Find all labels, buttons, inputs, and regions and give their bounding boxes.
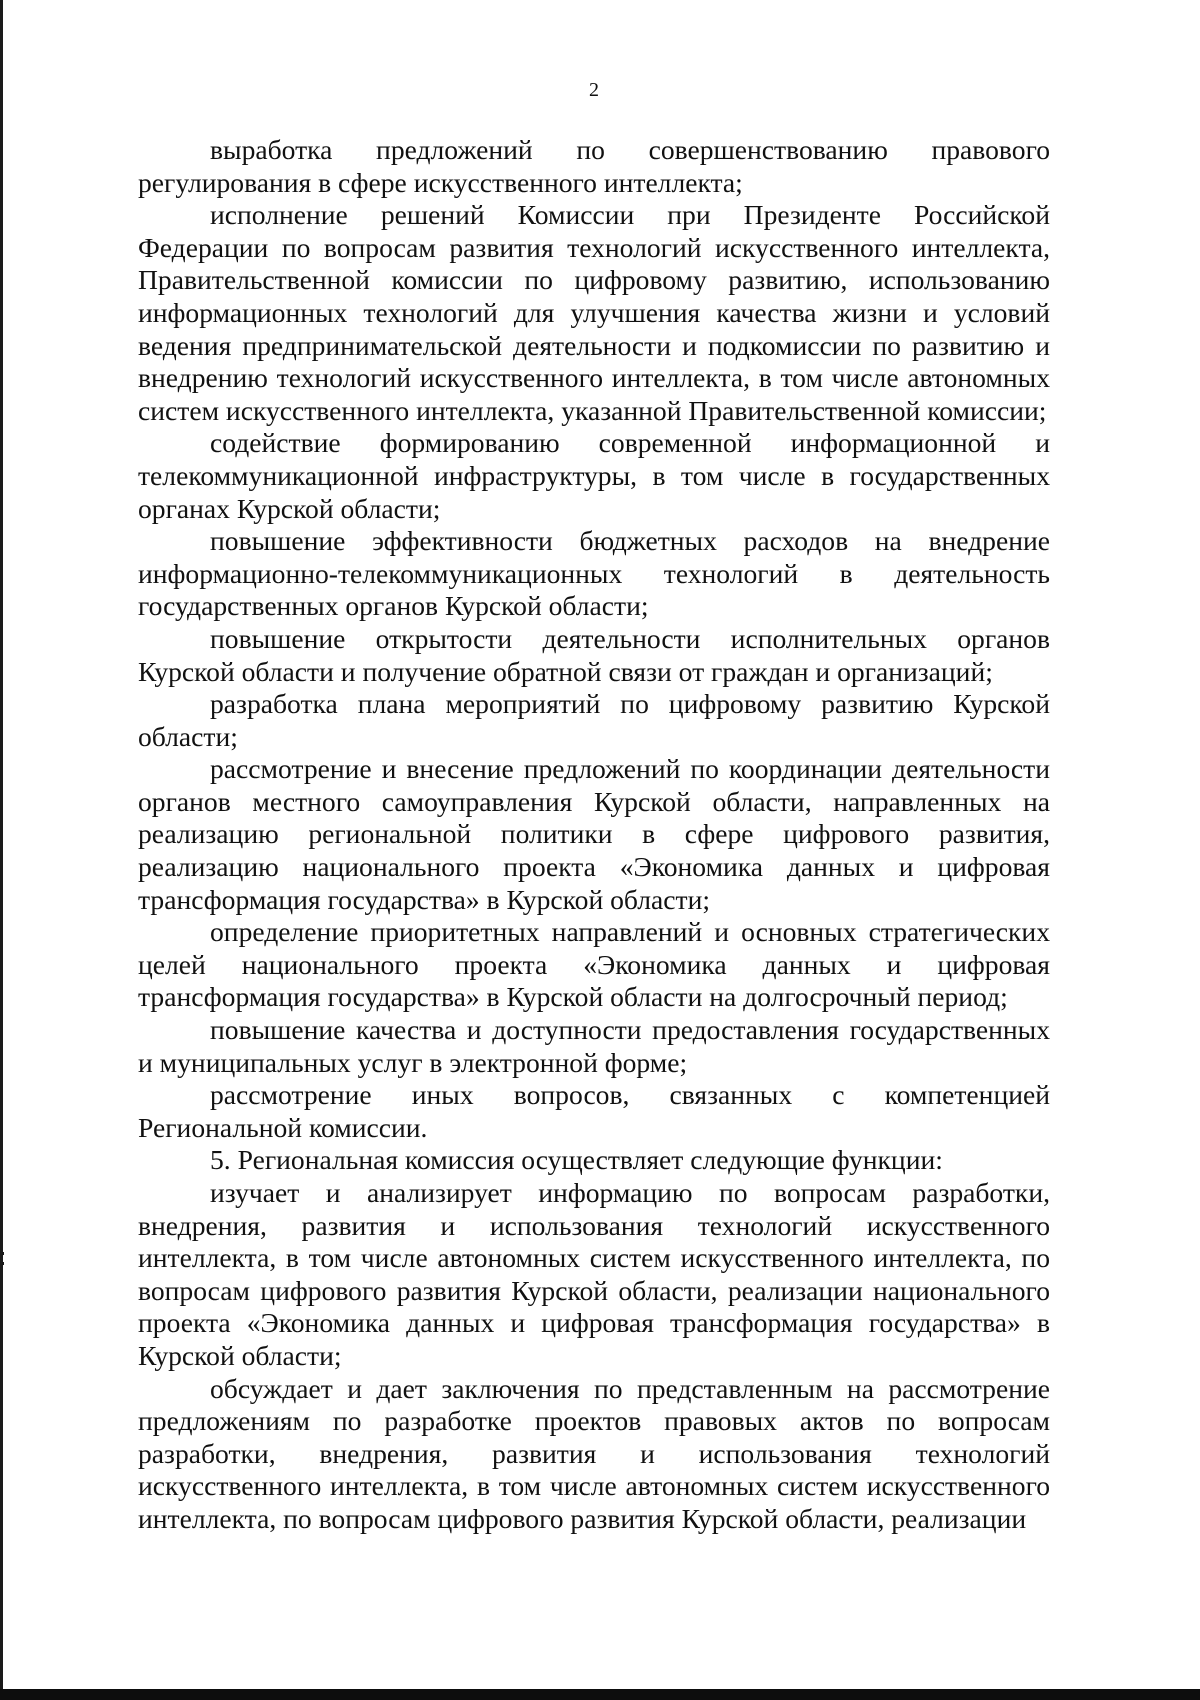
paragraph: определение приоритетных направлений и основных стратегических целей национального проекта «Экономика данных и цифровая трансформация государства» в Курской области на долгосрочный период; [138, 916, 1050, 1013]
paragraph: повышение качества и доступности предоставления государственных и муниципальных услуг в электронной форме; [138, 1014, 1050, 1078]
paragraph: рассмотрение иных вопросов, связанных с компетенцией Региональной комиссии. [138, 1079, 1050, 1143]
paragraph: повышение эффективности бюджетных расходов на внедрение информационно-телекоммуникационных технологий в деятельность государственных органов Курской области; [138, 525, 1050, 622]
paragraph: исполнение решений Комиссии при Президенте Российской Федерации по вопросам развития технологий искусственного интеллекта, Правительственной комиссии по цифровому развитию, использованию информационных технологий для улучшения качества жизни и условий ведения предпринимательской деятельности и подкомиссии по развитию и внедрению технологий искусственного интеллекта, в том числе автономных систем искусственного интеллекта, указанной Правительственной комиссии; [138, 199, 1050, 426]
paragraph: обсуждает и дает заключения по представленным на рассмотрение предложениям по разработке проектов правовых актов по вопросам разработки, внедрения, развития и использования технологий искусственного интеллекта, в том числе автономных систем искусственного интеллекта, по вопросам цифрового развития Курской области, реализации [138, 1372, 1050, 1534]
page-body [138, 134, 1050, 1536]
paragraph: содействие формированию современной информационной и телекоммуникационной инфраструктуры, в том числе в государственных органах Курской области; [138, 427, 1050, 524]
paragraph: разработка плана мероприятий по цифровому развитию Курской области; [138, 688, 1050, 752]
paragraph: выработка предложений по совершенствованию правового регулирования в сфере искусственного интеллекта; [138, 134, 1050, 198]
page-number: 2 [589, 79, 599, 101]
paragraph: изучает и анализирует информацию по вопросам разработки, внедрения, развития и использования технологий искусственного интеллекта, в том числе автономных систем искусственного интеллекта, по вопросам цифрового развития Курской области, реализации национального проекта «Экономика данных и цифровая трансформация государства» в Курской области; [138, 1177, 1050, 1371]
paragraph: рассмотрение и внесение предложений по координации деятельности органов местного самоуправления Курской области, направленных на реализацию региональной политики в сфере цифрового развития, реализацию национального проекта «Экономика данных и цифровая трансформация государства» в Курской области; [138, 753, 1050, 915]
section-heading: 5. Региональная комиссия осуществляет следующие функции: [210, 1144, 943, 1176]
scan-left-tick [0, 1262, 4, 1265]
scan-left-edge [0, 0, 3, 1690]
scan-left-tick [0, 1252, 4, 1255]
paragraph: повышение открытости деятельности исполнительных органов Курской области и получение обратной связи от граждан и организаций; [138, 622, 1050, 687]
scan-bottom-edge [0, 1689, 1200, 1700]
